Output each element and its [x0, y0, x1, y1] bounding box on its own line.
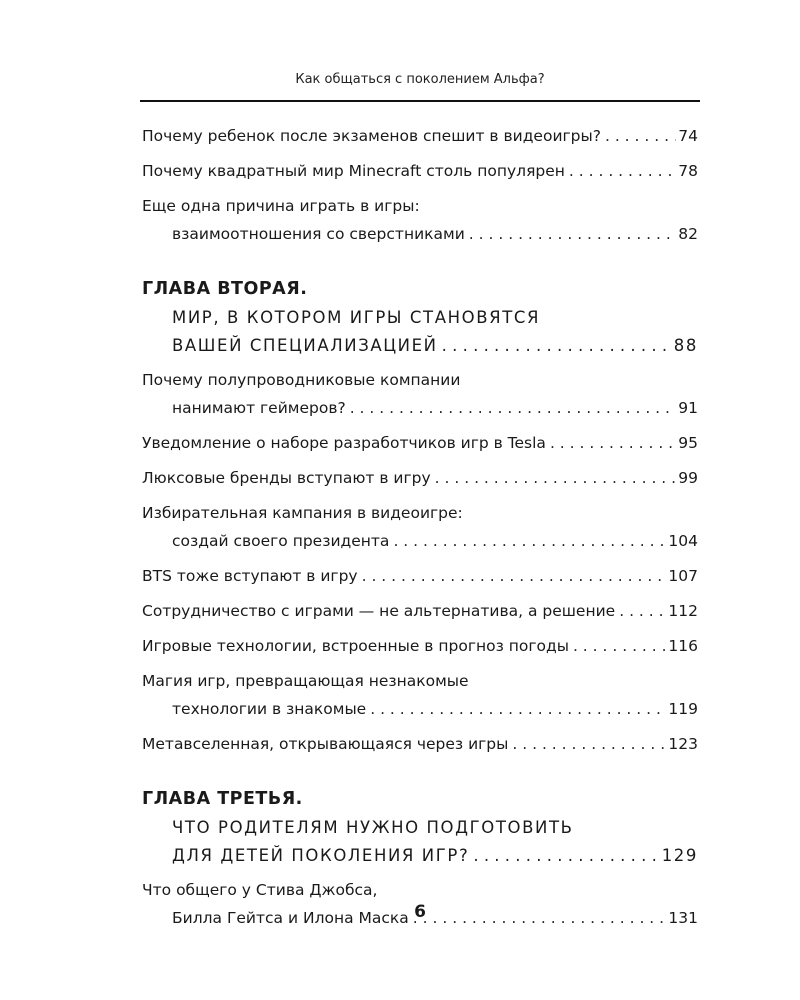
toc-entry — [142, 429, 698, 457]
toc-entry-title: BTS тоже вступают в игру — [142, 567, 358, 585]
toc-page-number: 104 — [668, 532, 698, 550]
toc-entry-title: нанимают геймеров? — [172, 399, 346, 417]
toc-page-number: 95 — [678, 434, 698, 452]
chapter-subtitle-line: МИР, В КОТОРОМ ИГРЫ СТАНОВЯТСЯ — [172, 308, 541, 327]
chapter-subtitle — [142, 332, 698, 360]
toc-page-number: 99 — [678, 469, 698, 487]
dot-leader — [573, 632, 666, 660]
page-number: 6 — [414, 902, 426, 922]
toc-line — [142, 157, 698, 185]
toc-page-number: 107 — [668, 567, 698, 585]
toc-entry — [142, 632, 698, 660]
toc-page-number: 123 — [668, 735, 698, 753]
toc-page-number: 78 — [678, 162, 698, 180]
chapter-subtitle — [142, 814, 698, 842]
dot-leader — [550, 429, 676, 457]
toc-page-number: 131 — [668, 909, 698, 927]
toc-entry — [142, 597, 698, 625]
toc-entry-title: Почему квадратный мир Minecraft столь популярен — [142, 162, 565, 180]
toc-line — [142, 876, 698, 904]
toc-entry-title: Что общего у Стива Джобса, — [142, 881, 378, 899]
dot-leader — [605, 122, 676, 150]
toc-entry — [142, 730, 698, 758]
toc-entry-title: взаимоотношения со сверстниками — [172, 225, 465, 243]
chapter-title: ГЛАВА ВТОРАЯ. — [142, 279, 308, 299]
toc-entry-title: Билла Гейтса и Илона Маска — [172, 909, 409, 927]
dot-leader — [393, 527, 666, 555]
dot-leader — [469, 220, 676, 248]
toc-entry-title: Игровые технологии, встроенные в прогноз погоды — [142, 637, 569, 655]
toc-page-number: 116 — [668, 637, 698, 655]
toc-entry-title: Уведомление о наборе разработчиков игр в Tesla — [142, 434, 546, 452]
toc-entry-title: создай своего президента — [172, 532, 390, 550]
toc-page-number: 82 — [678, 225, 698, 243]
toc-page-number: 112 — [668, 602, 698, 620]
toc-line — [142, 730, 698, 758]
dot-leader — [350, 394, 677, 422]
toc-page-number: 91 — [678, 399, 698, 417]
dot-leader — [370, 695, 666, 723]
toc-entry — [142, 667, 698, 723]
toc-line — [142, 667, 698, 695]
toc-line-continued — [142, 695, 698, 723]
chapter-subtitle — [142, 842, 698, 870]
chapter-title: ГЛАВА ТРЕТЬЯ. — [142, 789, 303, 809]
dot-leader — [442, 332, 672, 360]
toc-line — [142, 429, 698, 457]
toc-entry — [142, 464, 698, 492]
dot-leader — [473, 842, 659, 870]
toc-line — [142, 597, 698, 625]
toc-entry-title: Магия игр, превращающая незнакомые — [142, 672, 469, 690]
chapter-subtitle-line: ВАШЕЙ СПЕЦИАЛИЗАЦИЕЙ — [172, 336, 438, 355]
toc-page-number: 74 — [678, 127, 698, 145]
dot-leader — [512, 730, 666, 758]
toc-entry — [142, 122, 698, 150]
toc-line-continued — [142, 220, 698, 248]
dot-leader — [569, 157, 676, 185]
toc-entry-title: технологии в знакомые — [172, 700, 367, 718]
toc-entry-title: Почему ребенок после экзаменов спешит в видеоигры? — [142, 127, 601, 145]
toc-line — [142, 366, 698, 394]
toc-line — [142, 464, 698, 492]
toc-entry-title: Метавселенная, открывающаяся через игры — [142, 735, 509, 753]
toc-line — [142, 562, 698, 590]
toc-line — [142, 499, 698, 527]
table-of-contents — [142, 122, 698, 939]
header-rule — [140, 100, 700, 102]
chapter-subtitle — [142, 304, 698, 332]
toc-line-continued — [142, 394, 698, 422]
chapter-subtitle-line: ДЛЯ ДЕТЕЙ ПОКОЛЕНИЯ ИГР? — [172, 846, 470, 865]
dot-leader — [435, 464, 677, 492]
chapter-two-heading — [142, 274, 698, 360]
toc-entry-title: Избирательная кампания в видеоигре: — [142, 504, 463, 522]
dot-leader — [362, 562, 667, 590]
toc-entry — [142, 192, 698, 248]
toc-page-number: 88 — [673, 336, 698, 355]
toc-line — [142, 122, 698, 150]
toc-page-number: 129 — [661, 846, 698, 865]
toc-line — [142, 192, 698, 220]
toc-entry — [142, 499, 698, 555]
dot-leader — [619, 597, 666, 625]
chapter-subtitle-line: ЧТО РОДИТЕЛЯМ НУЖНО ПОДГОТОВИТЬ — [172, 818, 574, 837]
toc-line — [142, 632, 698, 660]
toc-entry — [142, 366, 698, 422]
toc-entry-title: Еще одна причина играть в игры: — [142, 197, 420, 215]
chapter-three-heading — [142, 784, 698, 870]
toc-entry-title: Люксовые бренды вступают в игру — [142, 469, 431, 487]
running-head: Как общаться с поколением Альфа? — [295, 72, 545, 87]
toc-line-continued — [142, 527, 698, 555]
toc-page-number: 119 — [668, 700, 698, 718]
toc-entry-title: Сотрудничество с играми — не альтернатива, а решение — [142, 602, 616, 620]
toc-entry-title: Почему полупроводниковые компании — [142, 371, 461, 389]
toc-entry — [142, 562, 698, 590]
toc-entry — [142, 157, 698, 185]
